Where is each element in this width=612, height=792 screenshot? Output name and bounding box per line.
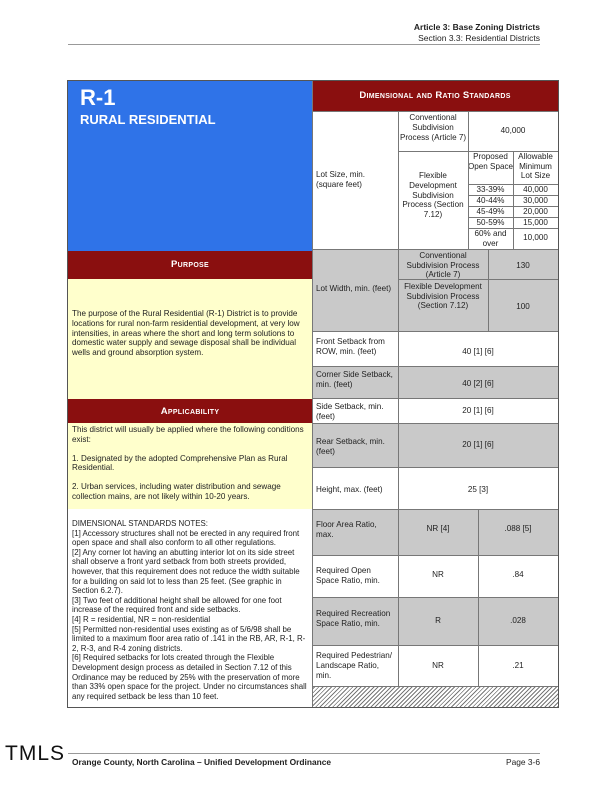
lot-width-conventional-label: Conventional Subdivision Process (Article 7)	[406, 251, 480, 279]
rule	[398, 331, 399, 686]
dimensional-standards-header: Dimensional and Ratio Standards	[312, 81, 558, 111]
applicability-body	[68, 423, 312, 509]
rule	[312, 423, 558, 424]
open-space-column-header: Proposed Open Space	[468, 152, 513, 171]
footer-rule	[68, 753, 540, 754]
purpose-text: The purpose of the Rural Residential (R-1) District is to provide locations for rural non-farm residential development, at very low intensities, in areas where the short and long term solutions to domestic water supply and sewage disposal shall be individual wells and ground absorption system.	[68, 279, 312, 399]
lot-size-conventional-value: 40,000	[500, 126, 526, 135]
min-lot-size-column-header: Allowable Minimum Lot Size	[518, 152, 553, 180]
recreation-space-ratio-right: .028	[510, 616, 526, 625]
dimensional-notes	[68, 509, 312, 707]
lot-size-row-2: 30,000	[523, 196, 548, 205]
district-title-block	[68, 81, 312, 251]
corner-side-setback-label: Corner Side Setback, min. (feet)	[316, 370, 393, 389]
lot-size-label: Lot Size, min. (square feet)	[316, 170, 366, 189]
open-space-row-4: 50-59%	[476, 218, 505, 227]
pedestrian-landscape-ratio-left: NR	[432, 661, 444, 670]
open-space-row-5: 60% and over	[474, 229, 507, 248]
rule	[312, 331, 558, 332]
lot-size-conventional-label: Conventional Subdivision Process (Article 7)	[399, 113, 467, 142]
lot-size-row-1: 40,000	[523, 185, 548, 194]
floor-area-ratio-label: Floor Area Ratio, max.	[316, 520, 377, 539]
lot-width-flexible-label: Flexible Development Subdivision Process (Section 7.12)	[404, 282, 482, 310]
lot-width-label: Lot Width, min. (feet)	[316, 284, 392, 293]
district-name: RURAL RESIDENTIAL	[80, 112, 216, 127]
note-5: [5] Permitted non-residential uses existing as of 5/6/98 shall be limited to a maximum floor area ratio of .141 in the RB, AR, R-1, R-2, R-3, and R-4 zoning districts.	[72, 624, 306, 653]
rule	[468, 206, 558, 207]
rule	[468, 184, 558, 185]
rule	[312, 366, 558, 367]
rule	[488, 249, 489, 331]
rule	[468, 217, 558, 218]
height-label: Height, max. (feet)	[316, 485, 383, 494]
note-3: [3] Two feet of additional height shall be allowed for one foot increase of the required front and side setbacks.	[72, 595, 282, 615]
watermark-logo: TMLS	[5, 742, 66, 765]
pedestrian-landscape-ratio-right: .21	[512, 661, 524, 670]
header-rule	[68, 44, 540, 45]
note-4: [4] R = residential, NR = non-residential	[72, 614, 211, 624]
rule	[468, 195, 558, 196]
applicability-item-1: 1. Designated by the adopted Comprehensive Plan as Rural Residential.	[72, 453, 288, 473]
rule	[468, 228, 558, 229]
rule	[398, 151, 558, 152]
lot-width-conventional-value: 130	[516, 261, 530, 270]
corner-side-setback-value: 40 [2] [6]	[462, 379, 494, 388]
applicability-heading: Applicability	[68, 399, 312, 423]
rule	[478, 509, 479, 686]
rule	[312, 467, 558, 468]
rule	[312, 686, 558, 687]
center-divider	[312, 81, 313, 707]
open-space-ratio-left: NR	[432, 570, 444, 579]
rule	[513, 151, 514, 249]
front-setback-label: Front Setback from ROW, min. (feet)	[316, 337, 385, 356]
rule	[312, 249, 558, 250]
open-space-ratio-right: .84	[512, 570, 524, 579]
page-header	[414, 22, 540, 44]
section-title: Section 3.3: Residential Districts	[418, 33, 540, 43]
purpose-heading: Purpose	[68, 251, 312, 279]
rear-setback-value: 20 [1] [6]	[462, 440, 494, 449]
applicability-item-2: 2. Urban services, including water distribution and sewage collection mains, are not likely within 10-20 years.	[72, 482, 281, 501]
rear-setback-label: Rear Setback, min. (feet)	[316, 437, 385, 456]
rule	[398, 111, 399, 331]
open-space-row-1: 33-39%	[476, 185, 505, 194]
floor-area-ratio-nonresidential: .088 [5]	[504, 524, 532, 533]
rule	[312, 398, 558, 399]
footer-title: Orange County, North Carolina – Unified Development Ordinance	[72, 757, 332, 767]
lot-size-row-3: 20,000	[523, 207, 548, 216]
recreation-space-ratio-label: Required Recreation Space Ratio, min.	[316, 609, 391, 628]
rule	[312, 555, 558, 556]
note-1: [1] Accessory structures shall not be erected in any required front open space and shall also conform to all other regulations.	[72, 528, 300, 548]
district-table	[67, 80, 559, 708]
side-setback-label: Side Setback, min. (feet)	[316, 402, 384, 421]
lot-size-flexible-label: Flexible Development Subdivision Process (Section 7.12)	[402, 171, 464, 220]
lot-size-row-5: 10,000	[523, 233, 548, 242]
district-code: R-1	[80, 85, 116, 110]
rule	[312, 597, 558, 598]
rule	[312, 111, 558, 112]
article-title: Article 3: Base Zoning Districts	[413, 22, 540, 32]
pedestrian-landscape-ratio-label: Required Pedestrian/ Landscape Ratio, min.	[316, 651, 393, 680]
recreation-space-ratio-left: R	[435, 616, 441, 625]
open-space-row-3: 45-49%	[476, 207, 505, 216]
applicability-intro: This district will usually be applied where the following conditions exist:	[72, 425, 304, 444]
note-6: [6] Required setbacks for lots created through the Flexible Development design process as detailed in Section 7.12 of this Ordinance may be reduced by 25% with the preservation of more than 33% open space for the project. Under no circumstances shall any required setback be less than 10 feet.	[72, 653, 307, 701]
side-setback-value: 20 [1] [6]	[462, 406, 494, 415]
note-2: [2] Any corner lot having an abutting interior lot on its side street shall observe a front yard setback from both streets provided, however, that this requirement does not reduce the width suitable for a building on said lot to less than 25 feet. (See graphic in Section 6.2.7).	[72, 547, 300, 596]
front-setback-value: 40 [1] [6]	[462, 347, 494, 356]
rule	[312, 509, 558, 510]
rule	[312, 645, 558, 646]
height-value: 25 [3]	[467, 485, 489, 494]
lot-width-flexible-value: 100	[516, 302, 530, 311]
floor-area-ratio-residential: NR [4]	[426, 524, 450, 533]
notes-title: DIMENSIONAL STANDARDS NOTES:	[72, 519, 208, 528]
open-space-ratio-label: Required Open Space Ratio, min.	[316, 566, 380, 585]
lot-size-row-4: 15,000	[523, 218, 548, 227]
page-number: Page 3-6	[506, 757, 540, 767]
hatched-filler	[312, 686, 558, 707]
rule	[398, 279, 558, 280]
open-space-row-2: 40-44%	[476, 196, 505, 205]
